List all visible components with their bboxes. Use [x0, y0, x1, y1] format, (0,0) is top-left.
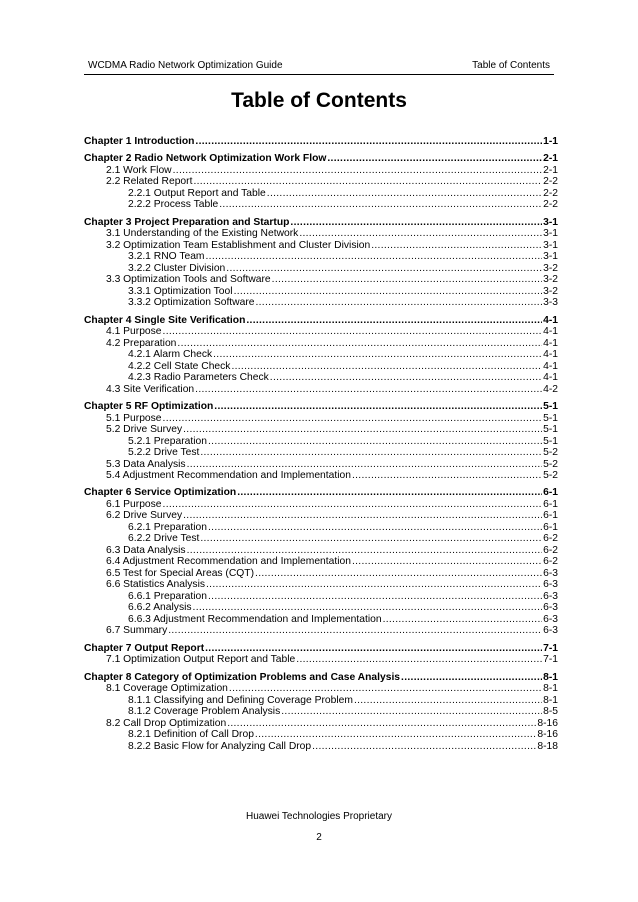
toc-entry-title: 4.2.3 Radio Parameters Check	[128, 372, 269, 384]
toc-entry-page: 5-1	[543, 412, 558, 424]
toc-dot-leader	[205, 643, 542, 655]
toc-section-entry[interactable]	[84, 741, 558, 753]
toc-section-entry[interactable]	[84, 683, 558, 695]
toc-section-entry[interactable]	[84, 372, 558, 384]
toc-dot-leader	[206, 251, 543, 263]
toc-section-entry[interactable]	[84, 706, 558, 718]
toc-dot-leader	[383, 614, 543, 626]
toc-entry-page: 4-1	[543, 314, 558, 326]
toc-entry-page: 7-1	[543, 642, 558, 654]
toc-entry-title: 3.2.1 RNO Team	[128, 251, 205, 263]
toc-section-entry[interactable]	[84, 263, 558, 275]
toc-entry-title: 6.5 Test for Special Areas (CQT)	[106, 567, 255, 579]
toc-entry-title: 4.3 Site Verification	[106, 383, 195, 395]
toc-section-entry[interactable]	[84, 579, 558, 591]
toc-entry-page: 2-2	[543, 199, 558, 211]
toc-section-entry[interactable]	[84, 625, 558, 637]
toc-entry-page: 3-1	[543, 239, 558, 251]
toc-entry-page: 6-1	[543, 498, 558, 510]
toc-dot-leader	[183, 424, 542, 436]
toc-entry-title: 3.3 Optimization Tools and Software	[106, 274, 271, 286]
toc-entry-page: 5-1	[543, 424, 558, 436]
toc-entry-title: 3.3.1 Optimization Tool	[128, 285, 233, 297]
toc-entry-page: 5-2	[543, 470, 558, 482]
toc-chapter-entry[interactable]	[84, 136, 558, 148]
toc-dot-leader	[195, 136, 542, 148]
toc-dot-leader	[401, 672, 542, 684]
header-document-title: WCDMA Radio Network Optimization Guide	[88, 60, 283, 71]
toc-entry-page: 8-1	[543, 671, 558, 683]
toc-section-entry[interactable]	[84, 654, 558, 666]
toc-dot-leader	[229, 683, 542, 695]
toc-section-entry[interactable]	[84, 165, 558, 177]
toc-dot-leader	[231, 361, 542, 373]
toc-section-entry[interactable]	[84, 533, 558, 545]
toc-section-entry[interactable]	[84, 436, 558, 448]
toc-dot-leader	[173, 165, 542, 177]
toc-dot-leader	[187, 459, 543, 471]
toc-entry-title: 6.6.1 Preparation	[128, 590, 207, 602]
toc-dot-leader	[290, 217, 542, 229]
toc-entry-title: 5.4 Adjustment Recommendation and Implementation	[106, 470, 351, 482]
toc-dot-leader	[208, 436, 542, 448]
toc-section-entry[interactable]	[84, 614, 558, 626]
toc-dot-leader	[193, 176, 542, 188]
toc-dot-leader	[163, 499, 543, 511]
toc-entry-title: Chapter 1 Introduction	[84, 136, 195, 147]
toc-entry-title: 6.6.2 Analysis	[128, 602, 192, 614]
toc-entry-title: Chapter 3 Project Preparation and Startup	[84, 216, 290, 228]
toc-chapter-entry[interactable]	[84, 672, 558, 684]
toc-entry-title: 4.2.1 Alarm Check	[128, 349, 213, 361]
toc-section-entry[interactable]	[84, 510, 558, 522]
toc-section-entry[interactable]	[84, 297, 558, 309]
table-of-contents	[84, 136, 558, 752]
toc-entry-title: 8.1 Coverage Optimization	[106, 683, 228, 695]
toc-entry-page: 4-1	[543, 360, 558, 372]
toc-entry-title: 3.2 Optimization Team Establishment and Cluster Division	[106, 239, 371, 251]
toc-entry-page: 8-16	[537, 729, 558, 741]
toc-dot-leader	[296, 654, 542, 666]
toc-entry-title: 5.2.1 Preparation	[128, 435, 207, 447]
toc-chapter-entry[interactable]	[84, 217, 558, 229]
toc-section-entry[interactable]	[84, 447, 558, 459]
toc-section-entry[interactable]	[84, 349, 558, 361]
toc-dot-leader	[200, 447, 542, 459]
toc-dot-leader	[255, 729, 536, 741]
toc-dot-leader	[246, 315, 542, 327]
toc-dot-leader	[327, 153, 542, 165]
toc-entry-title: 3.2.2 Cluster Division	[128, 262, 226, 274]
toc-entry-title: Chapter 7 Output Report	[84, 642, 205, 654]
toc-section-entry[interactable]	[84, 424, 558, 436]
toc-section-entry[interactable]	[84, 384, 558, 396]
toc-entry-title: 3.1 Understanding of the Existing Network	[106, 228, 299, 240]
toc-entry-title: 8.1.2 Coverage Problem Analysis	[128, 706, 281, 718]
toc-entry-page: 3-1	[543, 216, 558, 228]
toc-section-entry[interactable]	[84, 176, 558, 188]
toc-dot-leader	[352, 556, 542, 568]
toc-entry-title: 6.1 Purpose	[106, 498, 162, 510]
toc-entry-title: Chapter 8 Category of Optimization Problems and Case Analysis	[84, 671, 401, 683]
toc-section-entry[interactable]	[84, 459, 558, 471]
toc-chapter-entry[interactable]	[84, 153, 558, 165]
toc-entry-title: 6.4 Adjustment Recommendation and Implementation	[106, 556, 351, 568]
toc-entry-page: 8-5	[543, 706, 558, 718]
toc-entry-page: 8-1	[543, 683, 558, 695]
toc-entry-page: 3-2	[543, 285, 558, 297]
toc-entry-page: 5-2	[543, 447, 558, 459]
toc-entry-page: 4-1	[543, 337, 558, 349]
toc-entry-title: 3.3.2 Optimization Software	[128, 297, 255, 309]
toc-chapter-entry[interactable]	[84, 315, 558, 327]
toc-entry-page: 4-1	[543, 349, 558, 361]
toc-entry-page: 3-2	[543, 274, 558, 286]
toc-entry-page: 8-18	[537, 740, 558, 752]
toc-entry-page: 6-3	[543, 625, 558, 637]
toc-dot-leader	[299, 228, 542, 240]
toc-chapter-entry[interactable]	[84, 643, 558, 655]
toc-dot-leader	[200, 533, 542, 545]
toc-dot-leader	[195, 384, 542, 396]
toc-entry-page: 6-3	[543, 567, 558, 579]
toc-entry-title: 6.2 Drive Survey	[106, 510, 183, 522]
toc-entry-page: 3-2	[543, 262, 558, 274]
toc-dot-leader	[208, 591, 542, 603]
toc-entry-page: 6-1	[543, 510, 558, 522]
toc-entry-title: 2.2 Related Report	[106, 176, 193, 188]
toc-entry-page: 5-1	[543, 435, 558, 447]
toc-dot-leader	[208, 522, 542, 534]
toc-section-entry[interactable]	[84, 338, 558, 350]
toc-entry-title: 8.2.1 Definition of Call Drop	[128, 729, 254, 741]
toc-entry-title: 7.1 Optimization Output Report and Table	[106, 654, 296, 666]
toc-section-entry[interactable]	[84, 695, 558, 707]
toc-dot-leader	[177, 338, 542, 350]
toc-dot-leader	[193, 602, 543, 614]
toc-section-entry[interactable]	[84, 240, 558, 252]
toc-entry-title: 4.1 Purpose	[106, 326, 162, 338]
toc-section-entry[interactable]	[84, 199, 558, 211]
toc-section-entry[interactable]	[84, 188, 558, 200]
toc-entry-title: 4.2.2 Cell State Check	[128, 360, 231, 372]
toc-entry-page: 2-1	[543, 153, 558, 165]
toc-entry-title: 2.2.1 Output Report and Table	[128, 187, 266, 199]
toc-entry-title: 6.3 Data Analysis	[106, 544, 186, 556]
toc-section-entry[interactable]	[84, 326, 558, 338]
toc-entry-title: 8.1.1 Classifying and Defining Coverage Problem	[128, 694, 353, 706]
toc-entry-title: 2.2.2 Process Table	[128, 199, 219, 211]
toc-entry-title: Chapter 4 Single Site Verification	[84, 314, 246, 326]
toc-entry-title: 8.2.2 Basic Flow for Analyzing Call Drop	[128, 740, 312, 752]
toc-dot-leader	[272, 274, 542, 286]
toc-section-entry[interactable]	[84, 499, 558, 511]
footer-page-number: 2	[316, 832, 322, 843]
toc-section-entry[interactable]	[84, 361, 558, 373]
toc-section-entry[interactable]	[84, 522, 558, 534]
toc-dot-leader	[219, 199, 542, 211]
toc-dot-leader	[163, 326, 543, 338]
toc-entry-page: 6-2	[543, 544, 558, 556]
toc-entry-title: 5.2.2 Drive Test	[128, 447, 200, 459]
toc-chapter-entry[interactable]	[84, 401, 558, 413]
toc-entry-title: 6.6 Statistics Analysis	[106, 579, 206, 591]
header-section-name: Table of Contents	[472, 60, 550, 71]
toc-section-entry[interactable]	[84, 274, 558, 286]
toc-entry-title: 6.7 Summary	[106, 625, 168, 637]
toc-dot-leader	[234, 286, 543, 298]
toc-dot-leader	[163, 413, 543, 425]
toc-entry-title: 2.1 Work Flow	[106, 164, 172, 176]
toc-section-entry[interactable]	[84, 591, 558, 603]
toc-entry-page: 3-1	[543, 228, 558, 240]
toc-section-entry[interactable]	[84, 556, 558, 568]
toc-entry-page: 5-2	[543, 458, 558, 470]
toc-section-entry[interactable]	[84, 286, 558, 298]
toc-section-entry[interactable]	[84, 602, 558, 614]
toc-section-entry[interactable]	[84, 545, 558, 557]
toc-dot-leader	[352, 470, 542, 482]
toc-entry-page: 6-3	[543, 602, 558, 614]
toc-entry-page: 6-3	[543, 613, 558, 625]
toc-entry-page: 4-2	[543, 383, 558, 395]
toc-entry-page: 6-2	[543, 556, 558, 568]
toc-dot-leader	[281, 706, 542, 718]
toc-entry-page: 6-1	[543, 521, 558, 533]
toc-section-entry[interactable]	[84, 251, 558, 263]
toc-entry-page: 6-1	[543, 487, 558, 499]
toc-entry-title: 8.2 Call Drop Optimization	[106, 717, 227, 729]
toc-entry-page: 2-2	[543, 176, 558, 188]
toc-entry-page: 5-1	[543, 401, 558, 413]
toc-section-entry[interactable]	[84, 718, 558, 730]
toc-entry-page: 2-1	[543, 164, 558, 176]
toc-entry-page: 6-3	[543, 590, 558, 602]
toc-section-entry[interactable]	[84, 729, 558, 741]
toc-dot-leader	[226, 263, 542, 275]
toc-section-entry[interactable]	[84, 470, 558, 482]
toc-entry-title: Chapter 5 RF Optimization	[84, 401, 214, 413]
toc-section-entry[interactable]	[84, 568, 558, 580]
toc-entry-title: Chapter 2 Radio Network Optimization Work Flow	[84, 153, 327, 165]
toc-dot-leader	[227, 718, 536, 730]
toc-entry-title: Chapter 6 Service Optimization	[84, 487, 237, 499]
toc-dot-leader	[237, 487, 542, 499]
toc-dot-leader	[214, 401, 542, 413]
toc-entry-title: 5.2 Drive Survey	[106, 424, 183, 436]
toc-dot-leader	[183, 510, 542, 522]
toc-section-entry[interactable]	[84, 228, 558, 240]
toc-dot-leader	[168, 625, 542, 637]
toc-dot-leader	[270, 372, 542, 384]
toc-dot-leader	[255, 297, 542, 309]
toc-entry-page: 4-1	[543, 326, 558, 338]
toc-entry-page: 3-3	[543, 297, 558, 309]
page-title: Table of Contents	[231, 89, 407, 112]
toc-entry-page: 6-3	[543, 579, 558, 591]
toc-entry-title: 6.2.1 Preparation	[128, 521, 207, 533]
toc-dot-leader	[371, 240, 542, 252]
toc-entry-page: 2-2	[543, 187, 558, 199]
toc-entry-title: 4.2 Preparation	[106, 337, 177, 349]
toc-entry-page: 8-16	[537, 717, 558, 729]
toc-dot-leader	[312, 741, 536, 753]
toc-entry-page: 8-1	[543, 694, 558, 706]
toc-entry-title: 6.2.2 Drive Test	[128, 533, 200, 545]
toc-entry-page: 3-1	[543, 251, 558, 263]
toc-chapter-entry[interactable]	[84, 487, 558, 499]
toc-entry-page: 4-1	[543, 372, 558, 384]
toc-dot-leader	[267, 188, 542, 200]
toc-dot-leader	[213, 349, 542, 361]
toc-dot-leader	[255, 568, 542, 580]
toc-dot-leader	[187, 545, 543, 557]
toc-entry-title: 5.3 Data Analysis	[106, 458, 186, 470]
toc-dot-leader	[206, 579, 542, 591]
toc-entry-title: 6.6.3 Adjustment Recommendation and Implementation	[128, 613, 382, 625]
toc-entry-page: 7-1	[543, 654, 558, 666]
toc-dot-leader	[354, 695, 542, 707]
page-header	[84, 59, 554, 75]
toc-entry-title: 5.1 Purpose	[106, 412, 162, 424]
toc-entry-page: 1-1	[543, 136, 558, 147]
footer-company: Huawei Technologies Proprietary	[245, 811, 392, 822]
toc-section-entry[interactable]	[84, 413, 558, 425]
toc-entry-page: 6-2	[543, 533, 558, 545]
